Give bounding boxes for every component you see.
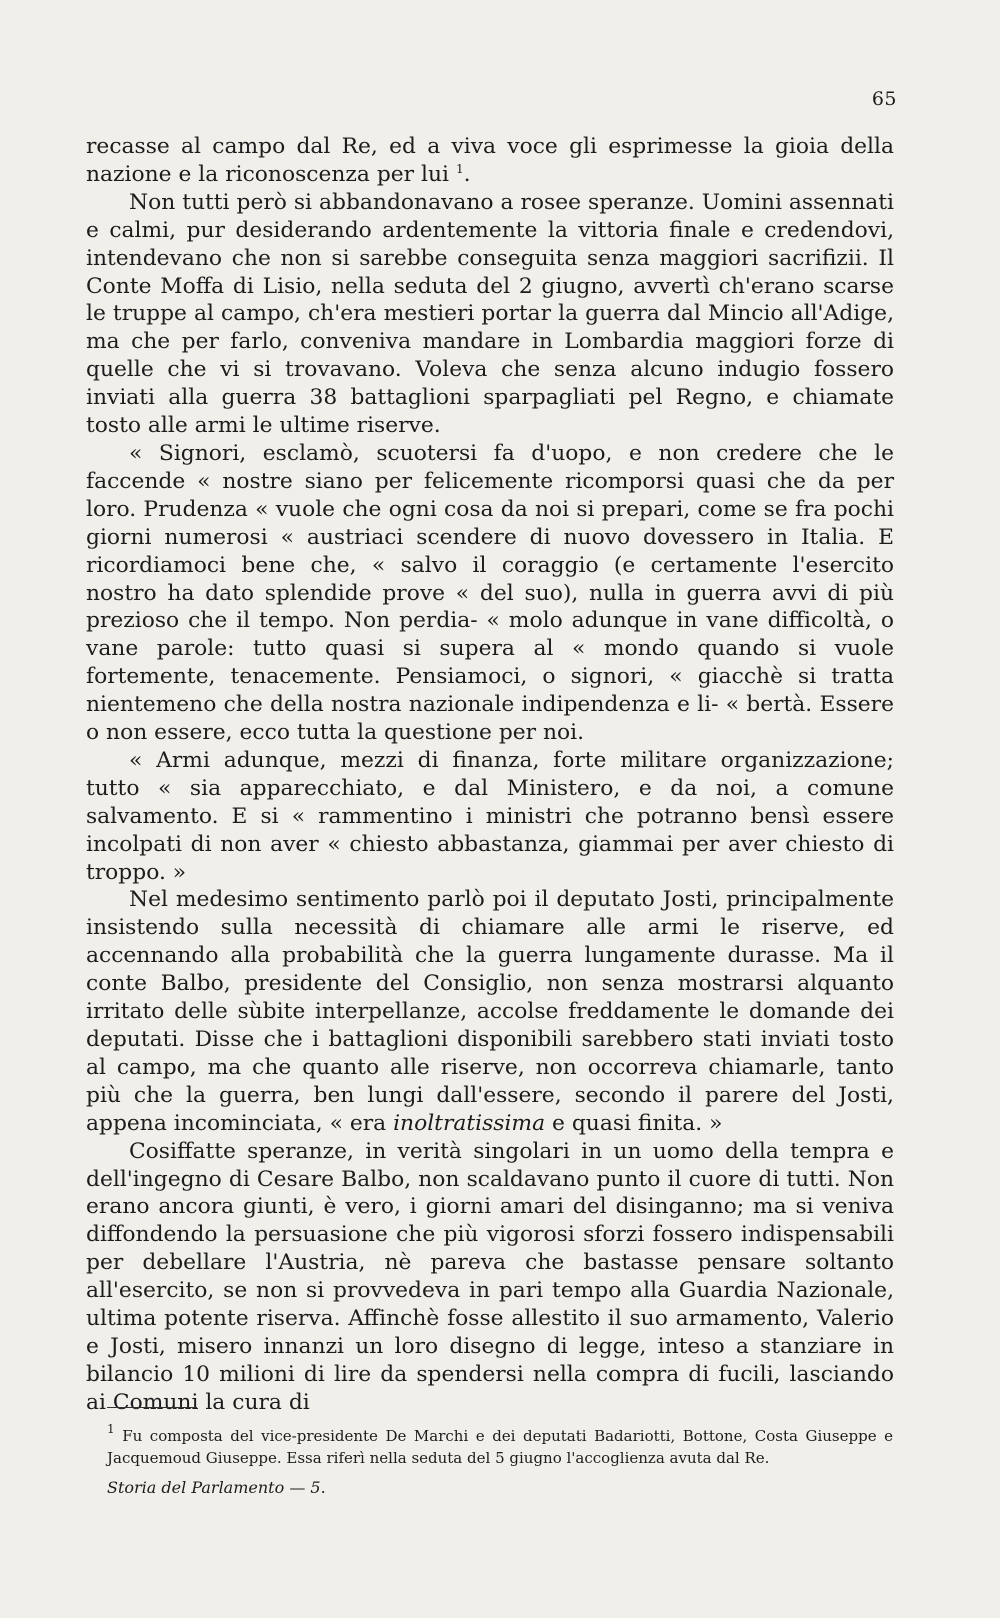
paragraph-3: Nel medesimo sentimento parlò poi il deputato Josti, principalmente insistendo sulla necessità di chiamare alle armi le riserve, ed accennando alla probabilità che la guerra lungamente durasse. Ma il conte Balbo, presidente del Consiglio, non senza mostrarsi alquanto irritato delle sùbite interpellanze, accolse freddamente le domande dei deputati. Disse che i battaglioni disponibili sarebbero stati inviati tosto al campo, ma che quanto alle riserve, non occorreva chiamarle, tanto più che la guerra, ben lungi dall'essere, secondo il parere del Josti, appena incominciata, « era inoltratissima e quasi finita. » — [86, 887, 894, 1136]
footnote-text: Fu composta del vice-presidente De Marchi e dei deputati Badariotti, Bottone, Costa Giuseppe e Jacquemoud Giuseppe. Essa riferì nella seduta del 5 giugno l'accoglienza avuta dal Re. — [107, 1427, 893, 1467]
main-text — [86, 133, 894, 1417]
signature-mark: Storia del Parlamento — 5. — [107, 1478, 326, 1497]
page-number: 65 — [871, 88, 897, 110]
paragraph-1: recasse al campo dal Re, ed a viva voce gli esprimesse la gioia della nazione e la riconoscenza per lui $^1$. — [86, 134, 894, 187]
footnote-mark: 1 — [107, 1422, 115, 1436]
footnote-ref[interactable]: 1 — [455, 161, 464, 176]
footnote — [107, 1422, 893, 1469]
quote-paragraph-1: « Signori, esclamò, scuotersi fa d'uopo, e non credere che le faccende « nostre siano per felicemente ricomporsi quasi che da per loro. Prudenza « vuole che ogni cosa da noi si prepari, come se fra pochi giorni numerosi « austriaci scendere di nuovo dovessero in Italia. E ricordiamoci bene che, « salvo il coraggio (e certamente l'esercito nostro ha dato splendide prove « del suo), nulla in guerra avvi di più prezioso che il tempo. Non perdia- « molo adunque in vane difficoltà, o vane parole: tutto quasi si supera al « mondo quando si vuole fortemente, tenacemente. Pensiamoci, o signori, « giacchè si tratta nientemeno che della nostra nazionale indipendenza e li- « bertà. Essere o non essere, ecco tutta la questione per noi. — [86, 440, 894, 746]
paragraph-2: Non tutti però si abbandonavano a rosee speranze. Uomini assennati e calmi, pur desiderando ardentemente la vittoria finale e credendovi, intendevano che non si sarebbe conseguita senza maggiori sacrifizii. Il Conte Moffa di Lisio, nella seduta del 2 giugno, avvertì ch'erano scarse le truppe al campo, ch'era mestieri portar la guerra dal Mincio all'Adige, ma che per farlo, conveniva mandare in Lombardia maggiori forze di quelle che vi si trovavano. Voleva che senza alcuno indugio fossero inviati alla guerra 38 battaglioni sparpagliati pel Regno, e chiamate tosto alle armi le ultime riserve. — [86, 189, 894, 439]
quote-paragraph-2: « Armi adunque, mezzi di finanza, forte militare organizzazione; tutto « sia apparecchiato, e dal Ministero, e da noi, a comune salvamento. E si « rammentino i ministri che potranno bensì essere incolpati di non aver « chiesto abbastanza, giammai per aver chiesto di troppo. » — [86, 747, 894, 885]
paragraph-4: Cosiffatte speranze, in verità singolari in un uomo della tempra e dell'ingegno di Cesare Balbo, non scaldavano punto il cuore di tutti. Non erano ancora giunti, è vero, i giorni amari del disinganno; ma si veniva diffondendo la persuasione che più vigorosi sforzi fossero indispensabili per debellare l'Austria, nè pareva che bastasse pensare soltanto all'esercito, se non si provvedeva in pari tempo alla Guardia Nazionale, ultima potente riserva. Affinchè fosse allestito il suo armamento, Valerio e Josti, misero innanzi un loro disegno di legge, inteso a stanziare in bilancio 10 milioni di lire da spendersi nella compra di fucili, lasciando ai Comuni la cura di — [86, 1138, 894, 1415]
footnote-divider — [107, 1407, 197, 1408]
